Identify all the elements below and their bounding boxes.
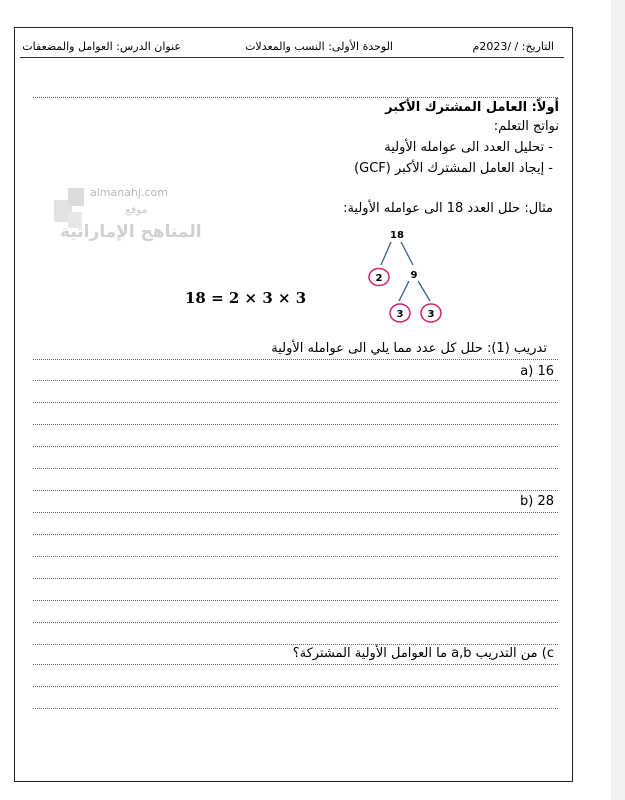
dotted-line — [33, 686, 558, 687]
factor-tree — [355, 225, 485, 339]
tree-leaf-3: 3 — [396, 309, 404, 320]
header-rule — [20, 57, 564, 58]
outcome-item: - تحليل العدد الى عوامله الأولية — [384, 140, 553, 155]
dotted-line — [33, 578, 558, 579]
unit-title: الوحدة الأولى: النسب والمعدلات — [245, 40, 393, 53]
dotted-line — [33, 468, 558, 469]
exercise-a-label: 16 (a — [520, 364, 554, 379]
tree-root: 18 — [390, 230, 404, 241]
outcomes-label: نواتج التعلم: — [493, 119, 559, 134]
dotted-line — [33, 622, 558, 623]
example-prompt: مثال: حلل العدد 18 الى عوامله الأولية: — [343, 201, 553, 216]
dotted-line — [33, 664, 558, 665]
dotted-line — [33, 534, 558, 535]
dotted-line — [33, 97, 558, 98]
tree-node-2: 2 — [375, 273, 383, 284]
tree-node-9: 9 — [410, 270, 418, 281]
dotted-line — [33, 556, 558, 557]
watermark-line1: موقع — [125, 203, 148, 216]
dotted-line — [33, 708, 558, 709]
date-field: التاريخ: / /2023م — [472, 40, 554, 53]
exercise-b-label: 28 (b — [519, 494, 554, 509]
outcome-item: - إيجاد العامل المشترك الأكبر (GCF) — [354, 161, 553, 176]
dotted-line — [33, 380, 558, 381]
tree-leaf-3: 3 — [427, 309, 435, 320]
dotted-line — [33, 512, 558, 513]
lesson-title: عنوان الدرس: العوامل والمضعفات — [22, 40, 181, 53]
dotted-line — [33, 490, 558, 491]
dotted-line — [33, 424, 558, 425]
dotted-line — [33, 644, 558, 645]
watermark-line2: المناهج الإماراتية — [60, 222, 202, 242]
dotted-line — [33, 600, 558, 601]
dotted-line — [33, 359, 558, 360]
exercise-prompt: تدريب (1): حلل كل عدد مما يلي الى عوامله الأولية — [271, 341, 547, 356]
watermark-site: almanahj.com — [90, 186, 168, 199]
dotted-line — [33, 402, 558, 403]
section-title: أولاً: العامل المشترك الأكبر — [385, 100, 559, 115]
factorization-equation: 18 = 2 × 3 × 3 — [185, 289, 307, 307]
exercise-c-question: c) من التدريب a,b ما العوامل الأولية المشتركة؟ — [292, 646, 554, 661]
dotted-line — [33, 446, 558, 447]
